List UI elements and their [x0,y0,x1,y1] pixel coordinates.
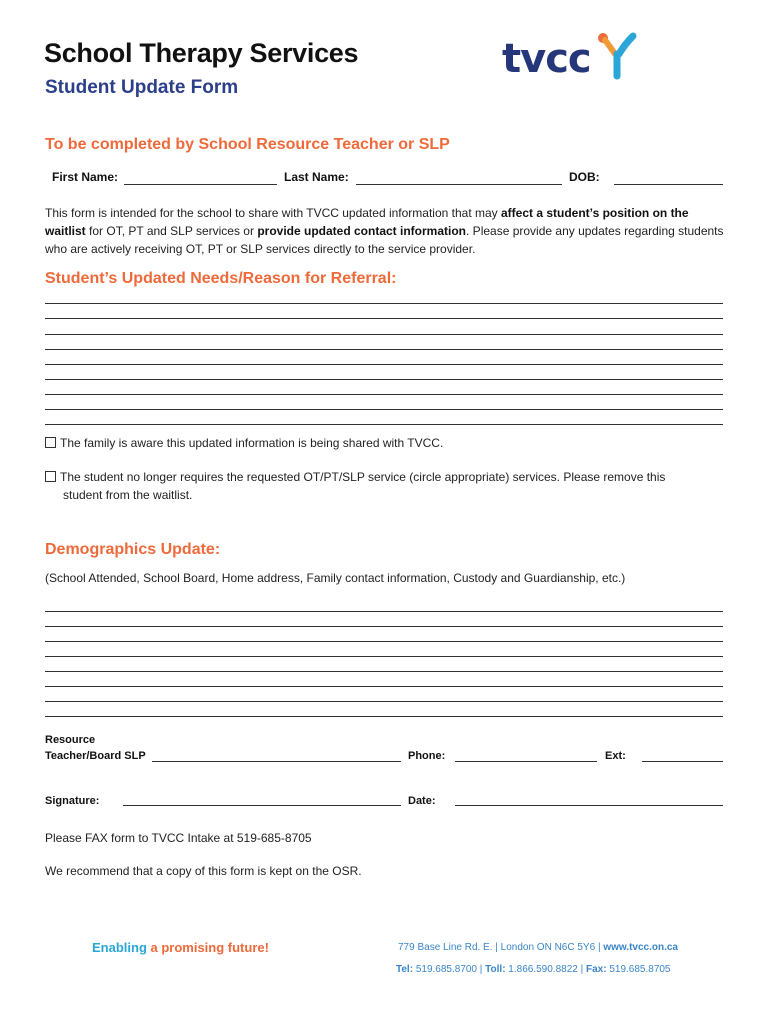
checkbox-icon[interactable] [45,471,56,482]
needs-line[interactable] [45,349,723,350]
fax-instruction: Please FAX form to TVCC Intake at 519-685-8705 [45,831,312,845]
needs-line[interactable] [45,364,723,365]
needs-line[interactable] [45,409,723,410]
demographics-line[interactable] [45,716,723,717]
phone-label: Phone: [408,750,446,762]
copy-recommendation: We recommend that a copy of this form is kept on the OSR. [45,864,362,878]
logo-text: tvcc [502,36,591,82]
first-name-field[interactable] [124,184,277,185]
footer-contact: Tel: 519.685.8700 | Toll: 1.866.590.8822 | Fax: 519.685.8705 [396,964,671,975]
last-name-field[interactable] [356,184,562,185]
demographics-line[interactable] [45,686,723,687]
no-longer-requires-checkbox-row[interactable]: The student no longer requires the requested OT/PT/SLP service (circle appropriate) services. Please remove this student from the waitlist. [45,468,735,504]
date-field[interactable] [455,805,723,806]
needs-line[interactable] [45,303,723,304]
website-link[interactable]: www.tvcc.on.ca [603,942,678,953]
demographics-line[interactable] [45,611,723,612]
needs-line[interactable] [45,318,723,319]
ext-field[interactable] [642,761,723,762]
last-name-label: Last Name: [284,170,349,184]
signature-label: Signature: [45,795,100,807]
resource-teacher-field[interactable] [152,761,401,762]
updated-needs-heading: Student’s Updated Needs/Reason for Referral: [45,270,397,287]
completed-by-heading: To be completed by School Resource Teacher or SLP [45,136,450,153]
demographics-line[interactable] [45,626,723,627]
dob-field[interactable] [614,184,723,185]
demographics-heading: Demographics Update: [45,541,221,558]
needs-line[interactable] [45,379,723,380]
demographics-line[interactable] [45,641,723,642]
date-label: Date: [408,795,436,807]
needs-line[interactable] [45,334,723,335]
demographics-line[interactable] [45,701,723,702]
needs-line[interactable] [45,394,723,395]
resource-teacher-label: Resource Teacher/Board SLP [45,734,146,762]
page-subtitle: Student Update Form [45,77,239,98]
page-title: School Therapy Services [44,38,359,68]
family-aware-checkbox-row[interactable]: The family is aware this updated information is being shared with TVCC. [45,434,443,452]
ext-label: Ext: [605,750,626,762]
phone-field[interactable] [455,761,597,762]
intro-paragraph: This form is intended for the school to share with TVCC updated information that may affect a student’s position on the waitlist for OT, PT and SLP services or provide updated contact information. Please provide any updates regarding students who are actively receiving OT, PT or SLP services directly to the service provider. [45,206,724,256]
demographics-line[interactable] [45,656,723,657]
signature-field[interactable] [123,805,401,806]
footer-address: 779 Base Line Rd. E. | London ON N6C 5Y6 | www.tvcc.on.ca [398,942,678,953]
tagline: Enabling a promising future! [92,940,269,955]
tvcc-logo [502,30,642,90]
needs-line[interactable] [45,424,723,425]
checkbox-icon[interactable] [45,437,56,448]
tvcc-figure-icon [597,30,637,82]
demographics-line[interactable] [45,671,723,672]
demographics-note: (School Attended, School Board, Home address, Family contact information, Custody and Guardianship, etc.) [45,571,626,585]
first-name-label: First Name: [52,170,119,184]
dob-label: DOB: [569,170,600,184]
